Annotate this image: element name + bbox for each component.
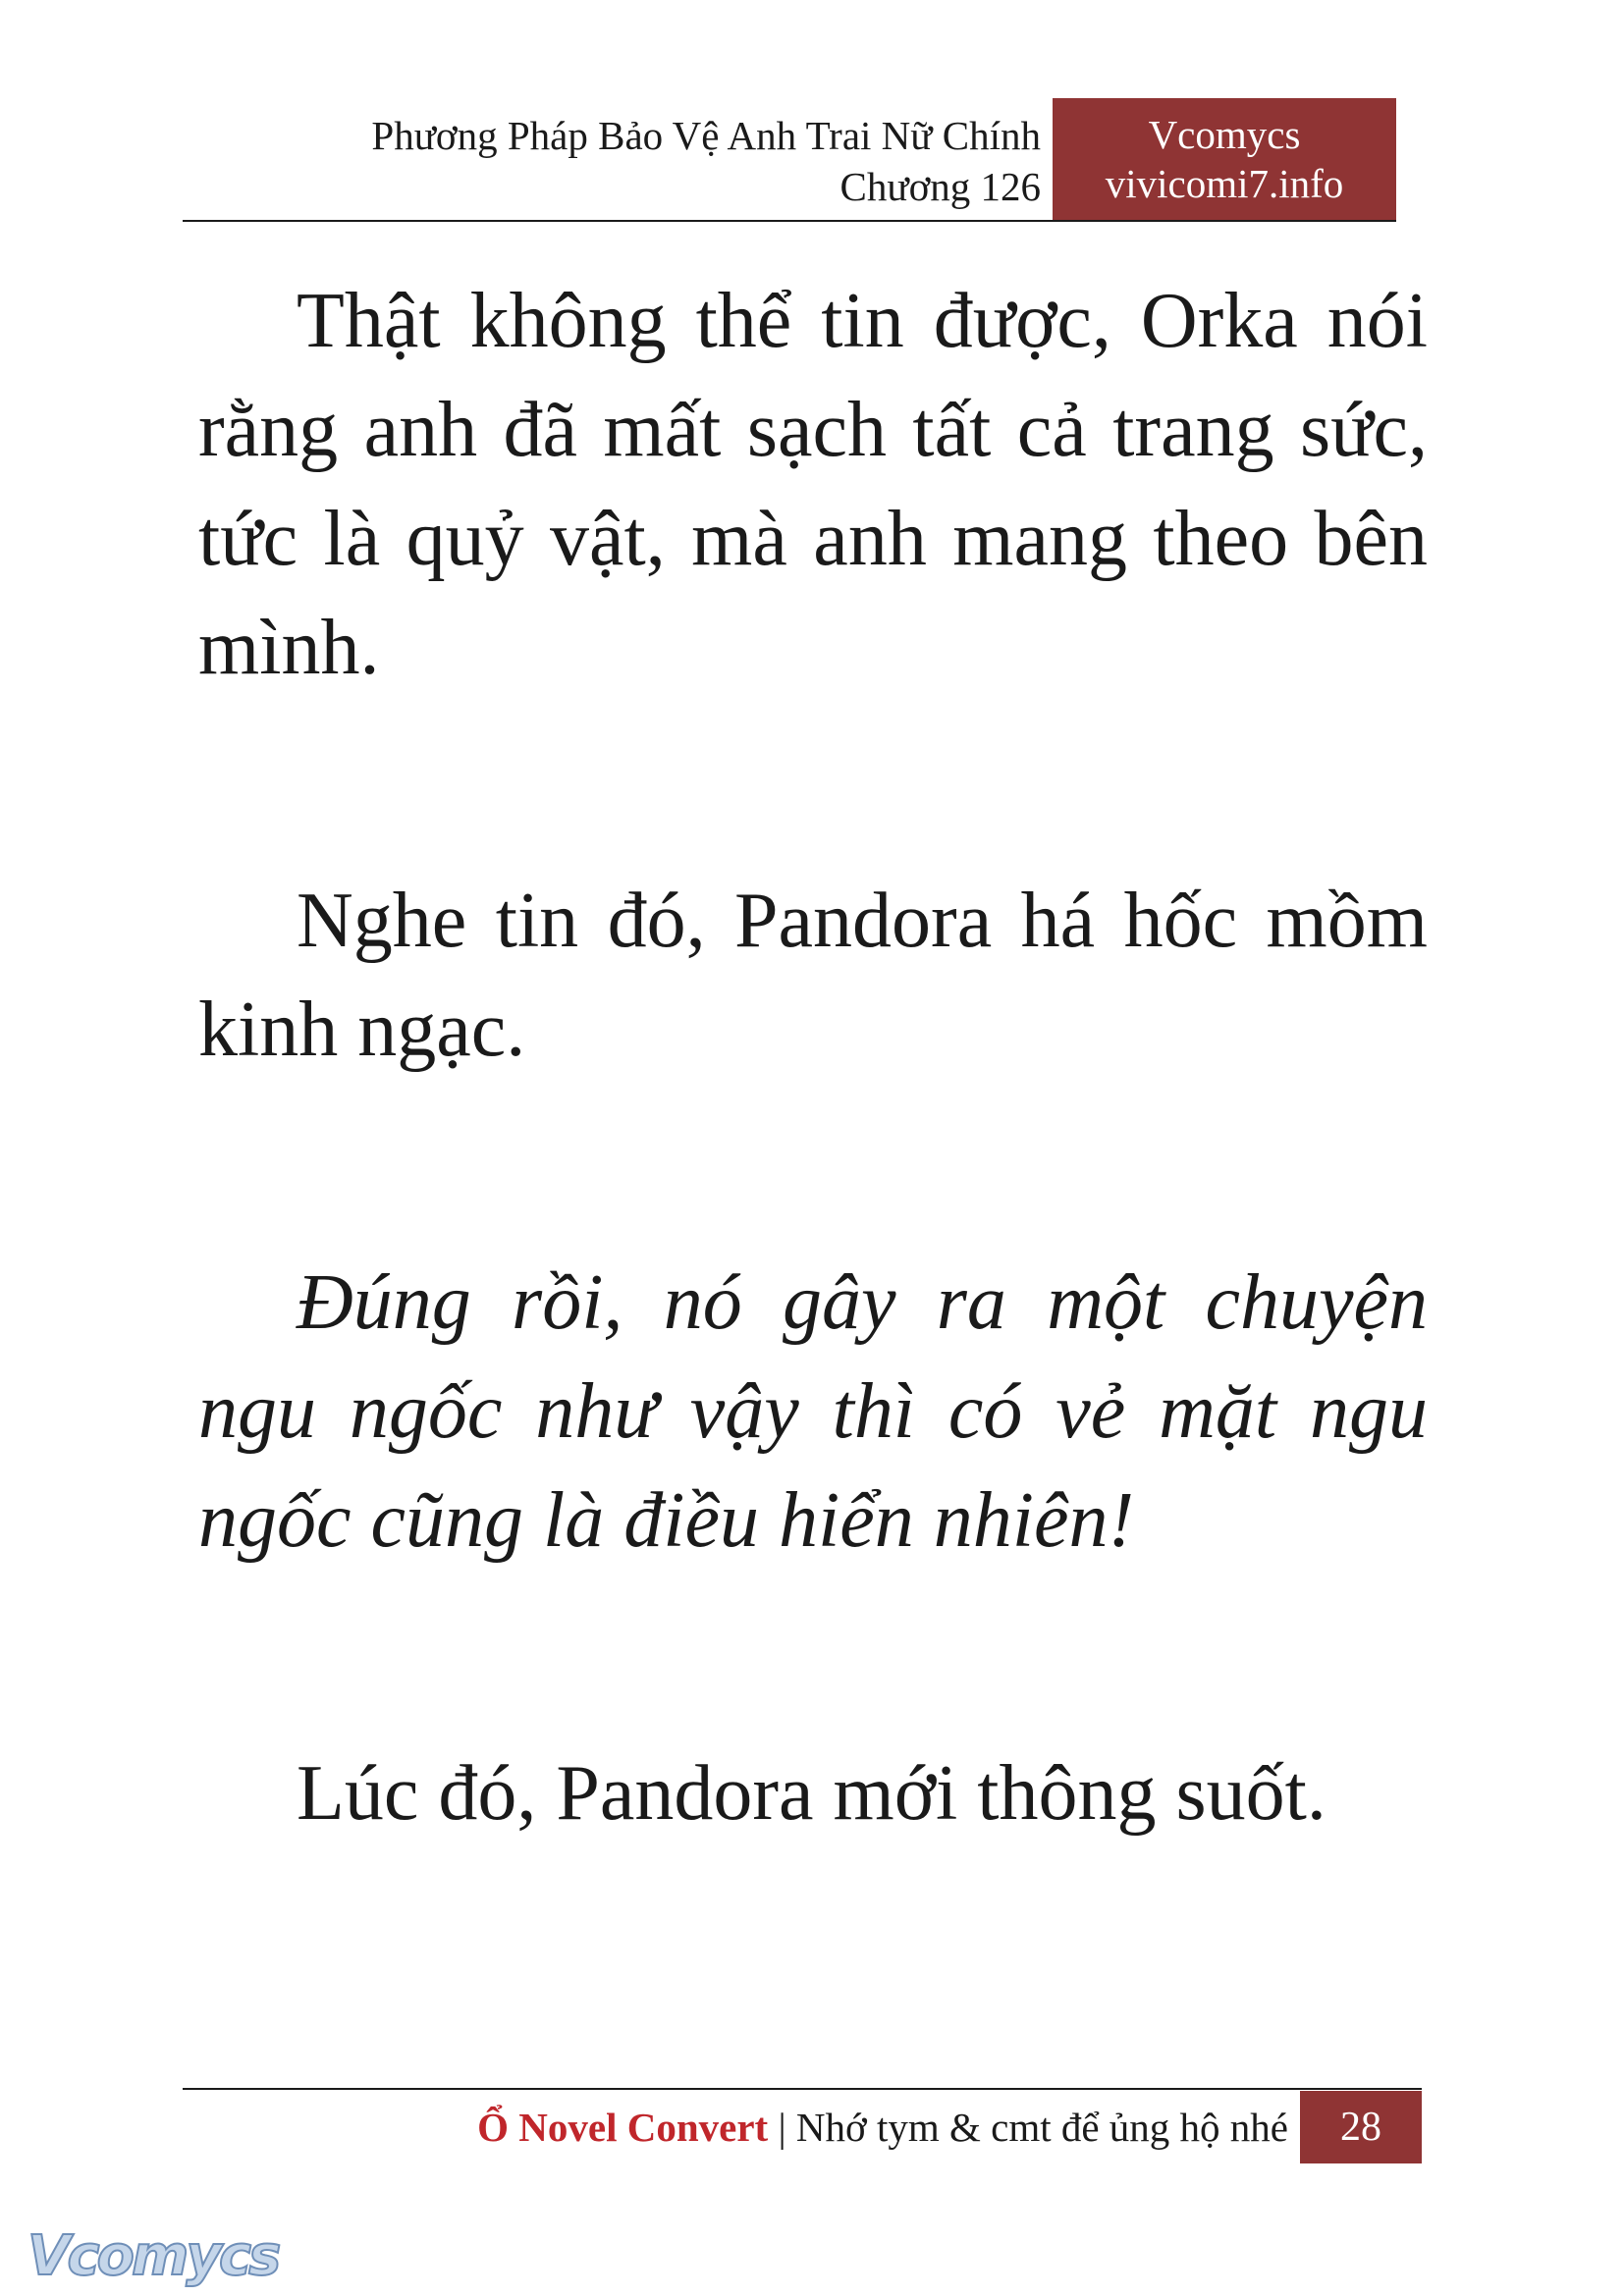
page-header — [183, 98, 1396, 220]
site-name: Vcomycs — [1148, 112, 1301, 157]
site-url: vivicomi7.info — [1105, 161, 1344, 206]
header-divider — [183, 220, 1396, 222]
footer-brand: Ổ Novel Convert — [477, 2105, 769, 2150]
site-badge — [1053, 98, 1396, 220]
paragraph-italic: Đúng rồi, nó gây ra một chuyện ngu ngốc như vậy thì có vẻ mặt ngu ngốc cũng là điều hiển nhiên! — [198, 1259, 1428, 1564]
footer-divider — [183, 2088, 1422, 2090]
footer-text — [477, 2101, 1288, 2154]
book-title: Phương Pháp Bảo Vệ Anh Trai Nữ Chính — [371, 113, 1041, 158]
paragraph: Nghe tin đó, Pandora há hốc mồm kinh ngạc. — [198, 878, 1428, 1073]
chapter-label: Chương 126 — [839, 164, 1041, 209]
chapter-body — [198, 267, 1428, 2012]
page-footer — [183, 2091, 1422, 2163]
footer-note: Nhớ tym & cmt để ủng hộ nhé — [795, 2105, 1288, 2150]
footer-separator: | — [778, 2105, 786, 2150]
header-title-block — [371, 110, 1041, 212]
page-number: 28 — [1300, 2091, 1422, 2163]
watermark-logo: Vcomycs — [27, 2224, 279, 2288]
paragraph: Lúc đó, Pandora mới thông suốt. — [297, 1750, 1326, 1837]
paragraph: Thật không thể tin được, Orka nói rằng anh đã mất sạch tất cả trang sức, tức là quỷ vật, mà anh mang theo bên mình. — [198, 278, 1428, 691]
